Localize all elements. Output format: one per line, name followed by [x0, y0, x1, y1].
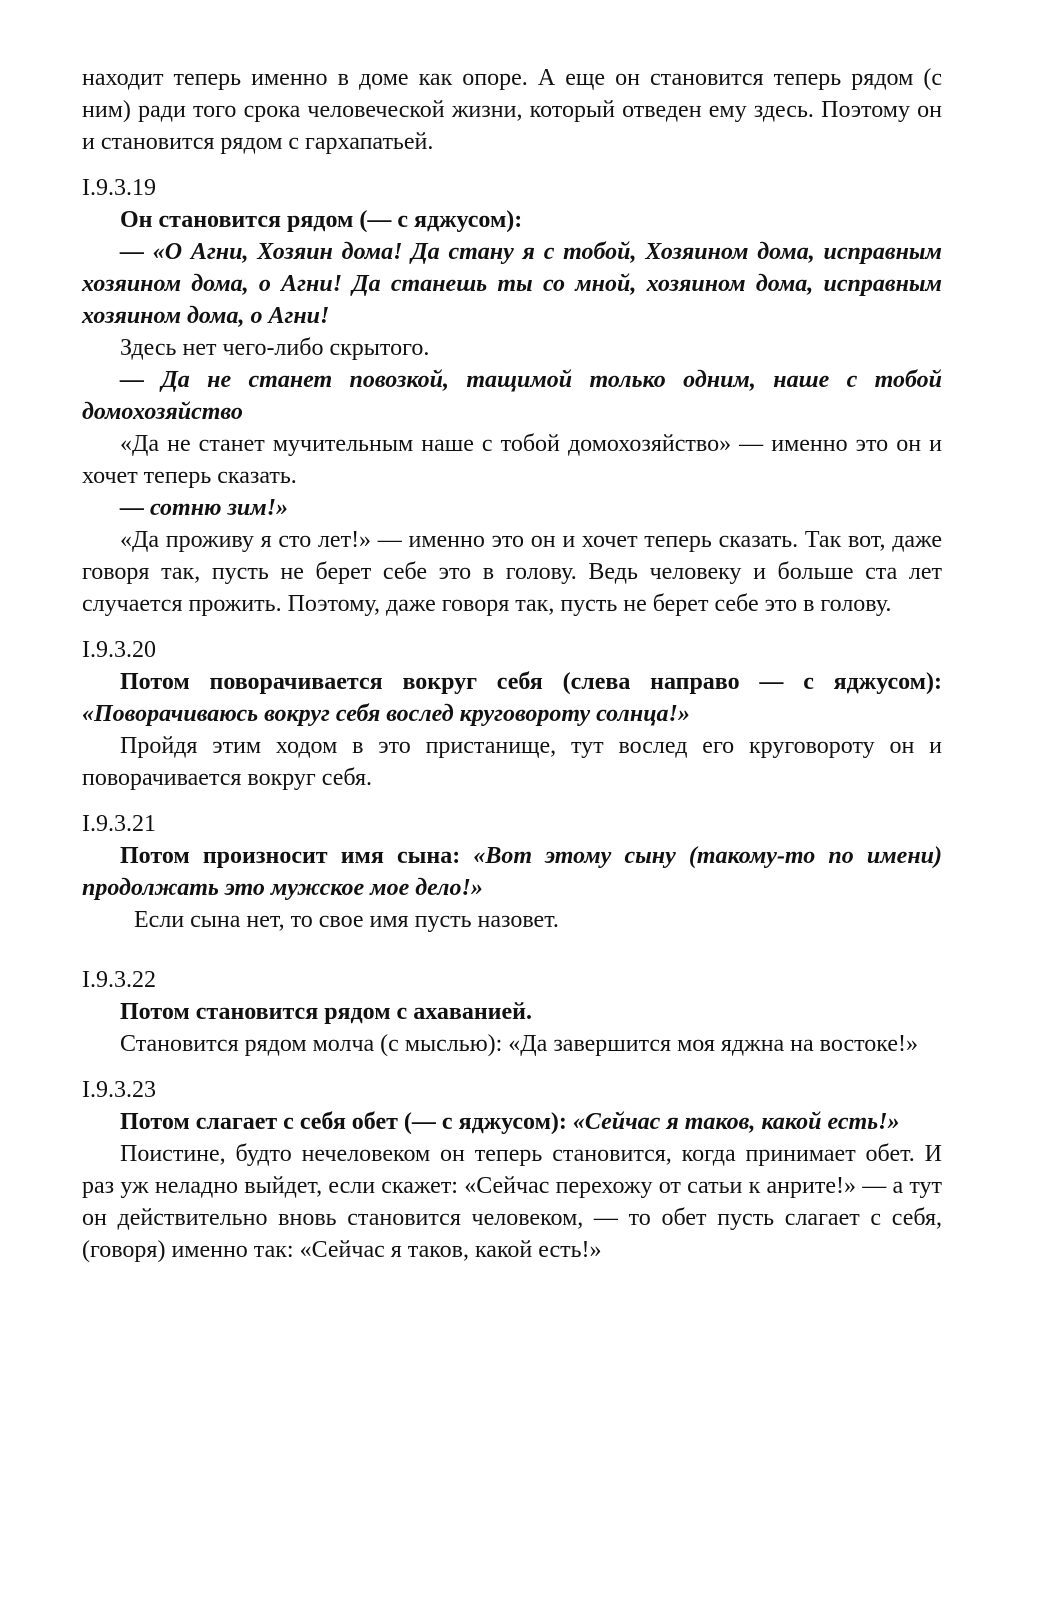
rule-text: Потом слагает с себя обет (— с яджусом): [120, 1109, 567, 1135]
paragraph-intro: находит теперь именно в доме как опоре. А еще он становится теперь рядом (с ним) ради того срока человеческой жизни, который отведен ему здесь. Поэтому он и становится рядом с гархапатьей. [82, 65, 942, 155]
commentary-text: Если сына нет, то свое имя пусть назовет. [134, 907, 559, 933]
commentary-text: Становится рядом молча (с мыслью): «Да завершится моя яджна на востоке!» [120, 1031, 918, 1057]
page-body [82, 62, 942, 1266]
rule-paragraph [82, 666, 942, 730]
rule-paragraph [82, 1106, 942, 1138]
section-id: I.9.3.20 [82, 637, 156, 663]
mantra-text: «Вот этому сыну (такому-то по имени) продолжать это мужское мое дело!» [82, 843, 942, 901]
section-id: I.9.3.23 [82, 1077, 156, 1103]
mantra-text: — «О Агни, Хозяин дома! Да стану я с тобой, Хозяином дома, исправным хозяином дома, о Агни! Да станешь ты со мной, хозяином дома, исправным хозяином дома, о Агни! [82, 239, 942, 329]
section-id: I.9.3.21 [82, 811, 156, 837]
commentary-text: «Да не станет мучительным наше с тобой домохозяйство» — именно это он и хочет теперь сказать. [82, 431, 942, 489]
rule-text: Потом поворачивается вокруг себя (слева направо — с яджусом): [120, 669, 942, 695]
section-id: I.9.3.19 [82, 175, 156, 201]
mantra-text: «Поворачиваюсь вокруг себя вослед круговороту солнца!» [82, 701, 690, 727]
commentary-text: Здесь нет чего-либо скрытого. [120, 335, 430, 361]
mantra-text: «Сейчас я таков, какой есть!» [572, 1109, 900, 1135]
mantra-text: — сотню зим!» [120, 495, 289, 521]
rule-text: Потом произносит имя сына: [120, 843, 461, 869]
rule-text: Он становится рядом (— с яджусом): [120, 207, 523, 233]
commentary-text: Поистине, будто нечеловеком он теперь становится, когда принимает обет. И раз уж неладно выйдет, если скажет: «Сейчас перехожу от сатьи к анрите!» — а тут он действительно вновь становится человеком, — то обет пусть слагает с себя, (говоря) именно так: «Сейчас я таков, какой есть!» [82, 1141, 942, 1263]
rule-paragraph [82, 840, 942, 904]
commentary-text: Пройдя этим ходом в это пристанище, тут вослед его круговороту он и поворачивается вокруг себя. [82, 733, 942, 791]
commentary-text: «Да проживу я сто лет!» — именно это он и хочет теперь сказать. Так вот, даже говоря так, пусть не берет себе это в голову. Ведь человеку и больше ста лет случается прожить. Поэтому, даже говоря так, пусть не берет себе это в голову. [82, 527, 942, 617]
rule-text: Потом становится рядом с ахаванией. [120, 999, 532, 1025]
section-id: I.9.3.22 [82, 967, 156, 993]
mantra-text: — Да не станет повозкой, тащимой только одним, наше с тобой домохозяйство [82, 367, 942, 425]
